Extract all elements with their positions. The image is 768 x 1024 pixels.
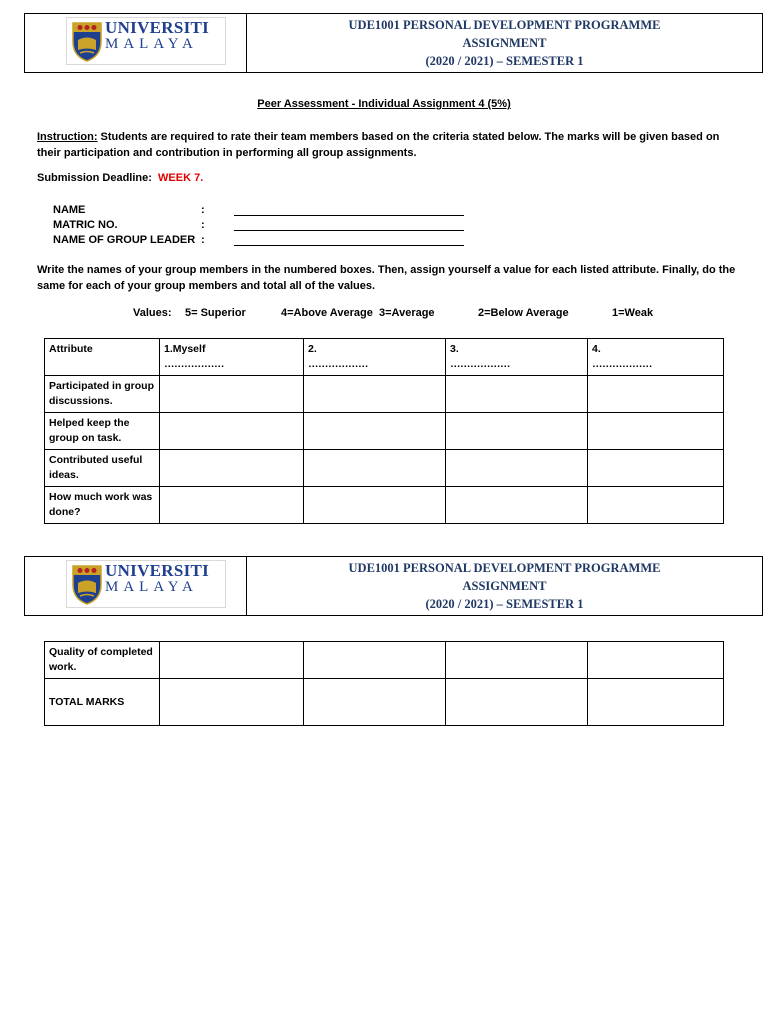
score-cell[interactable] (446, 642, 588, 679)
assessment-table (44, 338, 724, 524)
table-header-row (45, 339, 724, 376)
score-cell[interactable] (304, 376, 446, 413)
attribute-label: Participated in group discussions. (45, 376, 160, 413)
value-2: 2=Below Average (478, 307, 569, 319)
group-leader-label: NAME OF GROUP LEADER (53, 234, 196, 246)
header-title-cell (247, 14, 762, 72)
deadline-value: WEEK 7. (158, 172, 204, 184)
table-row (45, 376, 724, 413)
attribute-label: How much work was done? (45, 487, 160, 524)
matric-colon: : (201, 219, 205, 231)
value-1: 1=Weak (612, 307, 654, 319)
score-cell[interactable] (304, 450, 446, 487)
score-cell[interactable] (446, 376, 588, 413)
course-line: UDE1001 PERSONAL DEVELOPMENT PROGRAMME (348, 561, 661, 575)
logo-cell (25, 557, 247, 615)
header-member-4[interactable]: 4. ……………… (588, 339, 724, 376)
attribute-label: Quality of completed work. (45, 642, 160, 679)
score-cell[interactable] (304, 487, 446, 524)
values-label: Values: (133, 307, 172, 319)
doc-title: Peer Assessment - Individual Assignment 4 (5%) (257, 98, 511, 110)
score-cell[interactable] (160, 450, 304, 487)
page-header-2 (24, 556, 763, 616)
course-line: UDE1001 PERSONAL DEVELOPMENT PROGRAMME (348, 18, 661, 32)
attribute-label: Helped keep the group on task. (45, 413, 160, 450)
table-row (45, 642, 724, 679)
member-1-blank: ……………… (164, 358, 224, 370)
total-label: TOTAL MARKS (45, 679, 160, 726)
deadline-line (37, 172, 203, 184)
university-logo (66, 17, 226, 65)
crest-icon (70, 20, 104, 62)
value-5: 5= Superior (185, 307, 246, 319)
score-cell[interactable] (160, 413, 304, 450)
instruction-paragraph (37, 130, 742, 161)
score-cell[interactable] (446, 413, 588, 450)
total-cell[interactable] (304, 679, 446, 726)
total-cell[interactable] (160, 679, 304, 726)
header-attribute: Attribute (45, 339, 160, 376)
score-cell[interactable] (588, 487, 724, 524)
group-leader-colon: : (201, 234, 205, 246)
score-cell[interactable] (446, 450, 588, 487)
page-header-1 (24, 13, 763, 73)
score-cell[interactable] (588, 642, 724, 679)
total-row (45, 679, 724, 726)
logo-sub: MALAYA (105, 36, 198, 52)
attribute-label: Contributed useful ideas. (45, 450, 160, 487)
matric-label: MATRIC NO. (53, 219, 118, 231)
score-cell[interactable] (304, 642, 446, 679)
instruction-text: Students are required to rate their team members based on the criteria stated below. The marks will be given based on their participation and contribution in performing all group assignments. (37, 131, 720, 159)
header-member-1[interactable]: 1.Myself ……………… (160, 339, 304, 376)
score-cell[interactable] (304, 413, 446, 450)
values-line (0, 307, 768, 322)
member-4-blank: ……………… (592, 358, 652, 370)
name-line[interactable] (234, 215, 464, 216)
write-instruction: Write the names of your group members in the numbered boxes. Then, assign yourself a value for each listed attribute. Finally, do the same for each of your group members and total all of the values. (37, 264, 736, 292)
member-3-blank: ……………… (450, 358, 510, 370)
logo-name: UNIVERSITI (105, 561, 210, 580)
member-2-blank: ……………… (308, 358, 368, 370)
score-cell[interactable] (160, 487, 304, 524)
score-cell[interactable] (588, 376, 724, 413)
score-cell[interactable] (446, 487, 588, 524)
table-row (45, 487, 724, 524)
crest-icon (70, 563, 104, 605)
value-4: 4=Above Average (281, 307, 373, 319)
header-member-2[interactable]: 2. ……………… (304, 339, 446, 376)
name-label: NAME (53, 204, 86, 216)
table-row (45, 413, 724, 450)
deadline-label: Submission Deadline: (37, 172, 152, 184)
score-cell[interactable] (160, 642, 304, 679)
total-cell[interactable] (588, 679, 724, 726)
score-cell[interactable] (588, 450, 724, 487)
score-cell[interactable] (160, 376, 304, 413)
university-logo (66, 560, 226, 608)
logo-sub: MALAYA (105, 579, 198, 595)
score-cell[interactable] (588, 413, 724, 450)
header-title-cell (247, 557, 762, 615)
value-3: 3=Average (379, 307, 435, 319)
assessment-table-continued (44, 641, 724, 726)
matric-line[interactable] (234, 230, 464, 231)
assignment-line: ASSIGNMENT (462, 579, 547, 593)
semester-line: (2020 / 2021) – SEMESTER 1 (425, 54, 584, 68)
logo-name: UNIVERSITI (105, 18, 210, 37)
semester-line: (2020 / 2021) – SEMESTER 1 (425, 597, 584, 611)
name-colon: : (201, 204, 205, 216)
table-row (45, 450, 724, 487)
logo-cell (25, 14, 247, 72)
assignment-line: ASSIGNMENT (462, 36, 547, 50)
group-leader-line[interactable] (234, 245, 464, 246)
instruction-label: Instruction: (37, 131, 98, 143)
header-member-3[interactable]: 3. ……………… (446, 339, 588, 376)
total-cell[interactable] (446, 679, 588, 726)
